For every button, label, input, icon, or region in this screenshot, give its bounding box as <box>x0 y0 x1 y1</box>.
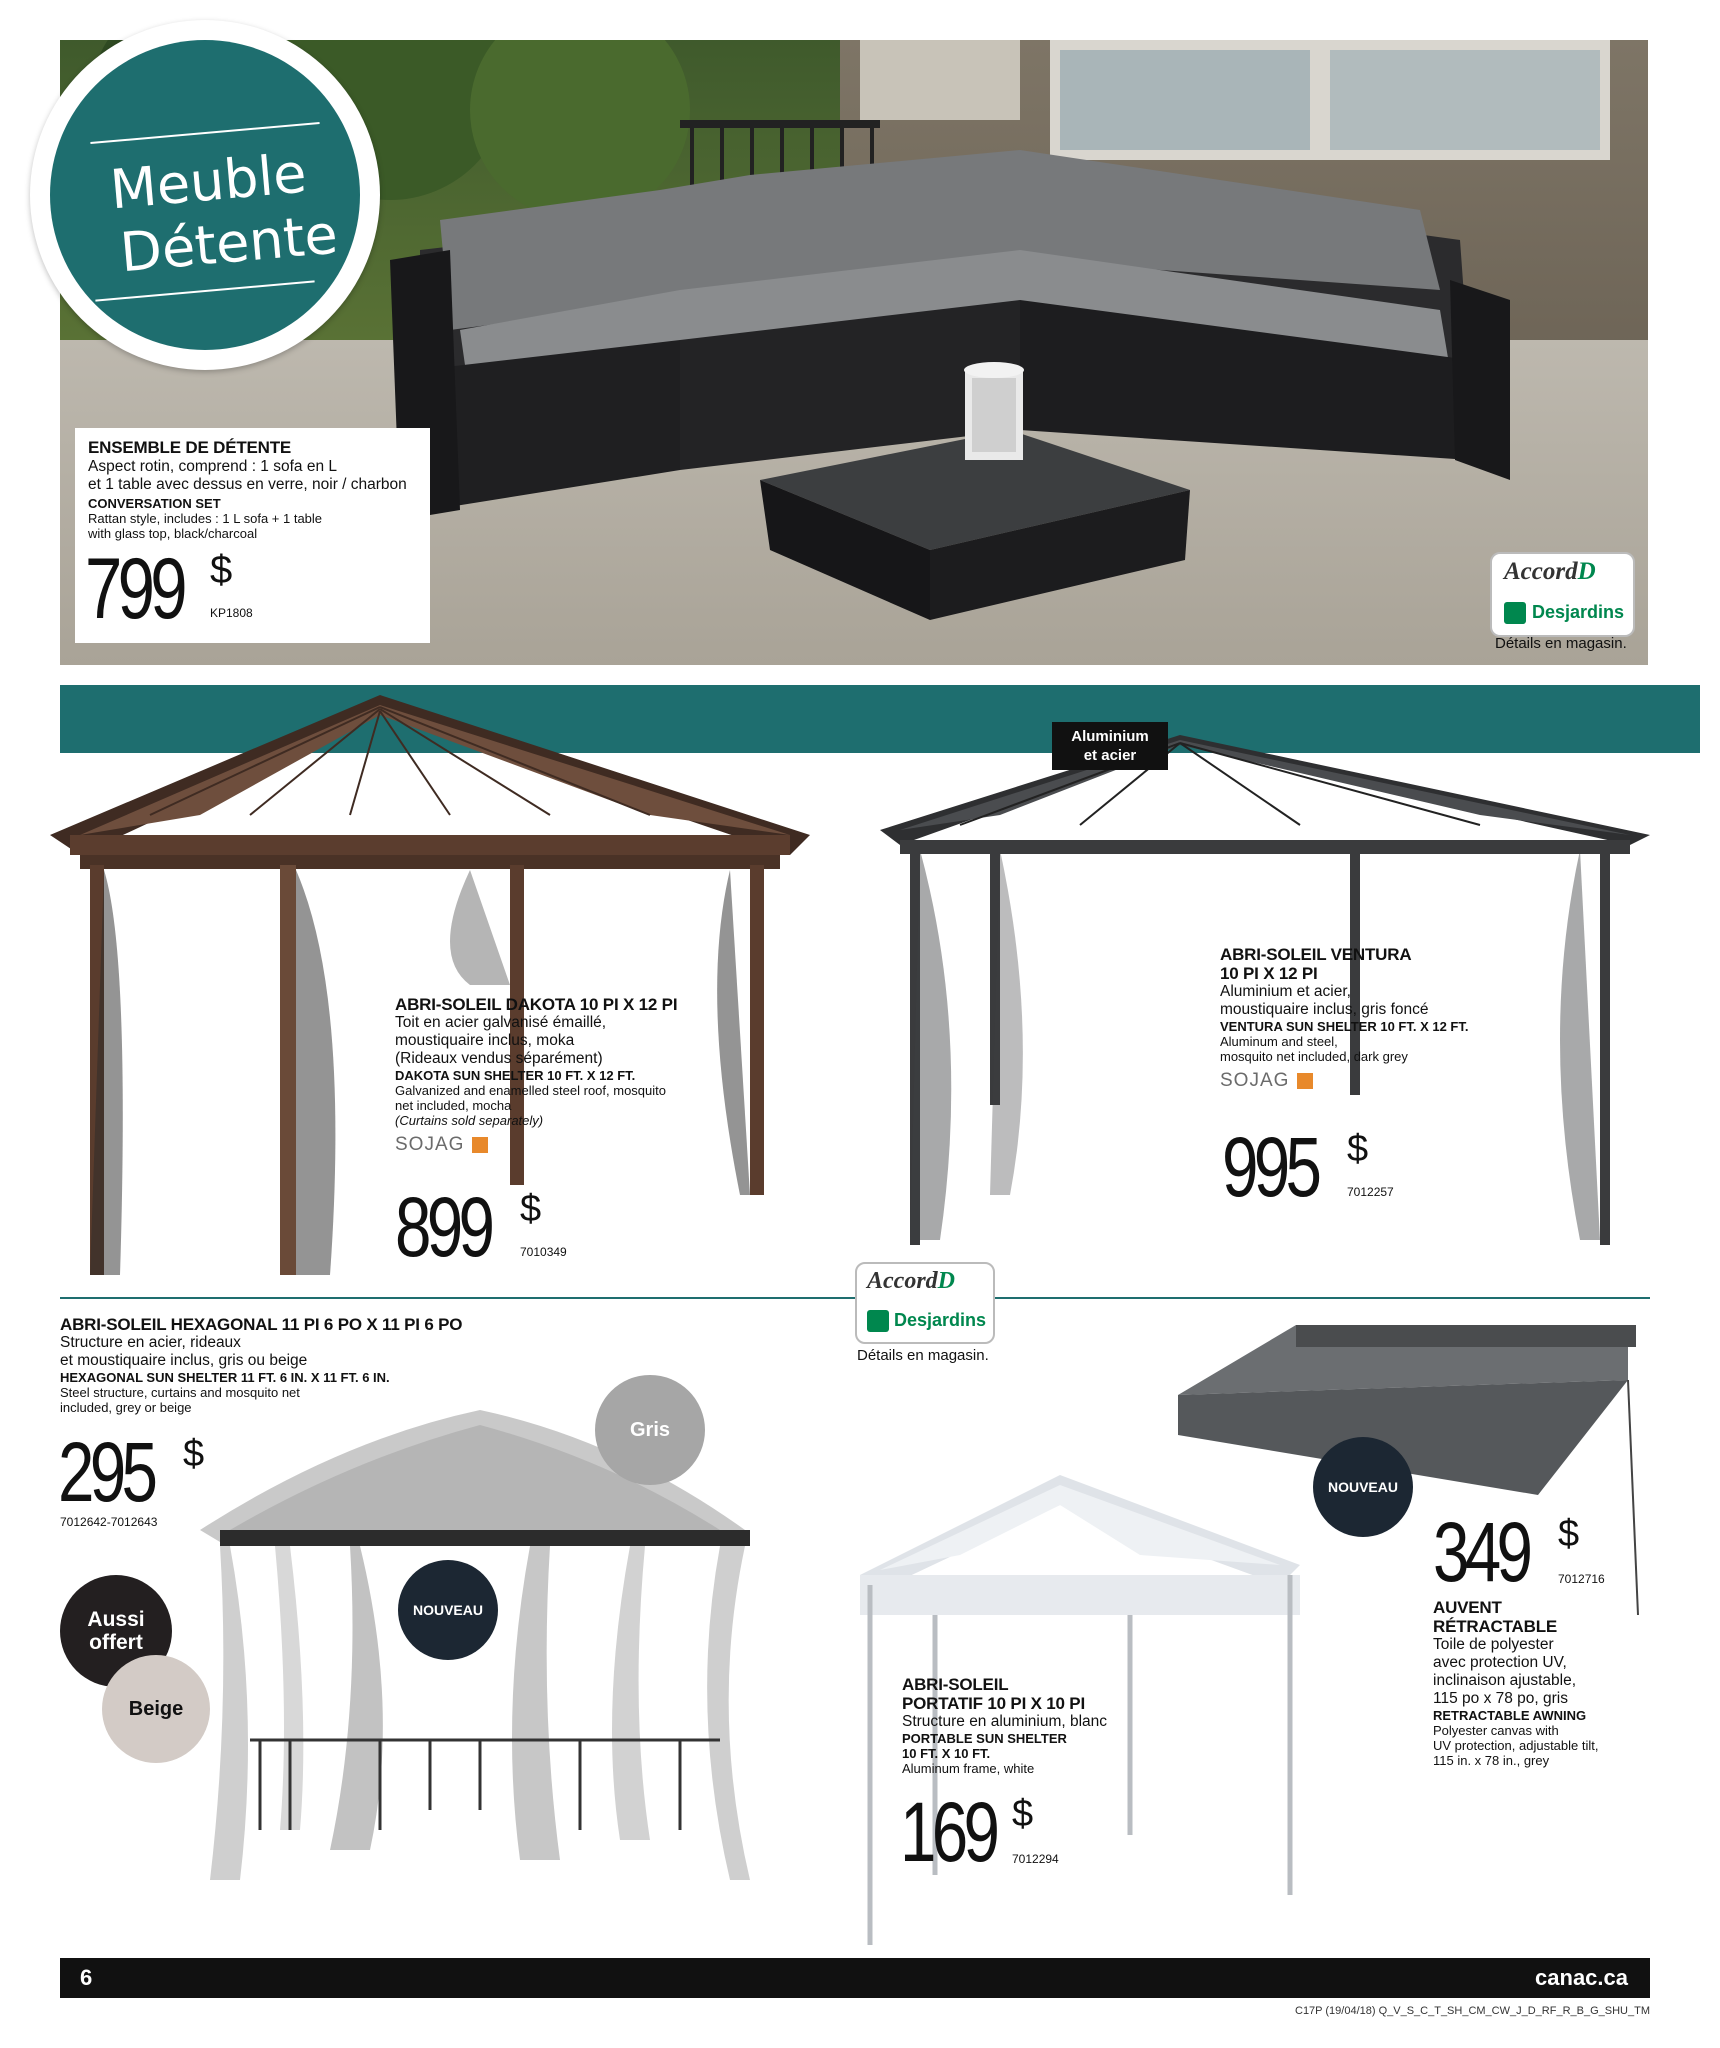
dakota-fr-line3: (Rideaux vendus séparément) <box>395 1050 603 1067</box>
website-link[interactable]: canac.ca <box>1535 1965 1628 1990</box>
hexagonal-currency: $ <box>183 1433 205 1475</box>
accord-letter: D <box>937 1268 955 1294</box>
ventura-sku: 7012257 <box>1347 1185 1394 1199</box>
auvent-sku: 7012716 <box>1558 1572 1605 1586</box>
portatif-price <box>900 1785 1022 1879</box>
accord-details-hero: Détails en magasin. <box>1495 635 1627 652</box>
hexagonal-nouveau-label: NOUVEAU <box>412 1602 483 1618</box>
dakota-en-line1: Galvanized and enamelled steel roof, mosquito <box>395 1083 666 1098</box>
auvent-nouveau-label: NOUVEAU <box>1327 1479 1398 1495</box>
hero-fr-line2: et 1 table avec dessus en verre, noir / charbon <box>88 476 407 493</box>
ventura-currency: $ <box>1347 1128 1369 1170</box>
gris-label: Gris <box>629 1418 671 1441</box>
desjardins-icon <box>867 1310 889 1332</box>
hero-info-box <box>75 428 430 643</box>
sojag-mark-icon <box>472 1137 488 1153</box>
auvent-title-line1: AUVENT <box>1433 1598 1502 1617</box>
dakota-info <box>395 995 725 1156</box>
ventura-title-line2: 10 PI X 12 PI <box>1220 964 1318 983</box>
auvent-fr-line2: avec protection UV, <box>1433 1654 1567 1671</box>
ventura-brand-logo: SOJAG <box>1220 1070 1290 1091</box>
ventura-material-tag <box>1052 722 1168 770</box>
auvent-title-line2: RÉTRACTABLE <box>1433 1617 1558 1636</box>
ventura-info <box>1220 945 1500 1092</box>
accord-word: Accord <box>1504 558 1578 585</box>
beige-label: Beige <box>128 1697 184 1720</box>
hexagonal-sku: 7012642-7012643 <box>60 1515 158 1529</box>
hexagonal-en-title: HEXAGONAL SUN SHELTER 11 FT. 6 IN. X 11 FT. 6 IN. <box>60 1370 390 1385</box>
portatif-en-line1: Aluminum frame, white <box>902 1761 1035 1776</box>
accord-word: Accord <box>867 1268 938 1294</box>
dakota-fr-line1: Toit en acier galvanisé émaillé, <box>395 1014 607 1031</box>
ventura-fr-line1: Aluminium et acier, <box>1220 983 1351 1000</box>
ventura-en-line2: mosquito net included, dark grey <box>1220 1049 1408 1064</box>
accord-details-center: Détails en magasin. <box>857 1347 989 1364</box>
auvent-en-title: RETRACTABLE AWNING <box>1433 1708 1587 1723</box>
auvent-price-value: 349 <box>1433 1505 1529 1599</box>
hero-sku: KP1808 <box>210 606 253 620</box>
portatif-price-value: 169 <box>900 1785 996 1879</box>
hero-en-line1: Rattan style, includes : 1 L sofa + 1 table <box>88 511 323 526</box>
dakota-currency: $ <box>520 1188 542 1230</box>
dakota-price-value: 899 <box>395 1180 491 1274</box>
sojag-mark-icon <box>1297 1073 1313 1089</box>
auvent-fr-line1: Toile de polyester <box>1433 1636 1554 1653</box>
dakota-title: ABRI-SOLEIL DAKOTA 10 PI X 12 PI <box>395 995 678 1014</box>
portatif-info <box>902 1675 1162 1776</box>
accord-logo-hero <box>1490 552 1635 637</box>
auvent-fr-line3: inclinaison ajustable, <box>1433 1672 1577 1689</box>
hero-fr-line1: Aspect rotin, comprend : 1 sofa en L <box>88 458 337 475</box>
dakota-en-line3: (Curtains sold separately) <box>395 1113 544 1128</box>
portatif-sku: 7012294 <box>1012 1852 1059 1866</box>
ventura-price-value: 995 <box>1222 1120 1318 1214</box>
hexagonal-title: ABRI-SOLEIL HEXAGONAL 11 PI 6 PO X 11 PI 6 PO <box>60 1315 463 1334</box>
auvent-currency: $ <box>1558 1513 1580 1555</box>
hexagonal-price-value: 295 <box>58 1425 154 1519</box>
hexagonal-image <box>200 1410 760 1890</box>
aussi-line1: Aussi <box>87 1608 145 1631</box>
auvent-nouveau-badge <box>1313 1437 1413 1537</box>
desjardins-label: Desjardins <box>894 1310 987 1330</box>
badge-line2: Détente <box>117 202 341 285</box>
aussi-line2: offert <box>89 1631 143 1654</box>
portatif-currency: $ <box>1012 1793 1034 1835</box>
color-swatch-beige <box>102 1655 210 1763</box>
dakota-en-title: DAKOTA SUN SHELTER 10 FT. X 12 FT. <box>395 1068 636 1083</box>
hero-currency: $ <box>210 548 233 592</box>
accord-letter: D <box>1577 558 1596 585</box>
ventura-en-title: VENTURA SUN SHELTER 10 FT. X 12 FT. <box>1220 1019 1469 1034</box>
auvent-en-line3: 115 in. x 78 in., grey <box>1433 1753 1550 1768</box>
hexagonal-price <box>58 1425 180 1519</box>
ventura-price <box>1222 1120 1344 1214</box>
hexagonal-nouveau-badge <box>398 1560 498 1660</box>
ventura-title-line1: ABRI-SOLEIL VENTURA <box>1220 945 1412 964</box>
dakota-fr-line2: moustiquaire inclus, moka <box>395 1032 575 1049</box>
ventura-tag-line2: et acier <box>1083 747 1137 764</box>
ventura-en-line1: Aluminum and steel, <box>1220 1034 1338 1049</box>
dakota-en-line2: net included, mocha <box>395 1098 512 1113</box>
hexagonal-fr-line2: et moustiquaire inclus, gris ou beige <box>60 1352 308 1369</box>
desjardins-icon <box>1504 602 1526 624</box>
auvent-fr-line4: 115 po x 78 po, gris <box>1433 1690 1568 1707</box>
color-swatch-gris <box>595 1375 705 1485</box>
hero-price <box>85 541 211 637</box>
ventura-tag-line1: Aluminium <box>1071 728 1149 745</box>
hexagonal-en-line1: Steel structure, curtains and mosquito net <box>60 1385 300 1400</box>
dakota-price <box>395 1180 517 1274</box>
auvent-price <box>1433 1505 1555 1599</box>
portatif-fr-line1: Structure en aluminium, blanc <box>902 1713 1108 1730</box>
dakota-brand-logo: SOJAG <box>395 1134 465 1155</box>
page-number: 6 <box>80 1965 93 1990</box>
badge-line1: Meuble <box>107 141 309 222</box>
portatif-en-title-line2: 10 FT. X 10 FT. <box>902 1746 991 1761</box>
auvent-en-line1: Polyester canvas with <box>1433 1723 1559 1738</box>
hero-price-value: 799 <box>85 541 183 637</box>
hero-en-line2: with glass top, black/charcoal <box>88 526 258 541</box>
accord-logo-center <box>855 1262 995 1344</box>
ventura-fr-line2: moustiquaire inclus, gris foncé <box>1220 1001 1429 1018</box>
auvent-en-line2: UV protection, adjustable tilt, <box>1433 1738 1599 1753</box>
portatif-en-title-line1: PORTABLE SUN SHELTER <box>902 1731 1067 1746</box>
footer-bar <box>60 1958 1650 1998</box>
auvent-info <box>1433 1598 1648 1768</box>
dakota-sku: 7010349 <box>520 1245 567 1259</box>
footer-code: C17P (19/04/18) Q_V_S_C_T_SH_CM_CW_J_D_RF_R_B_G_SHU_TM <box>1295 2005 1650 2017</box>
portatif-title-line2: PORTATIF 10 PI X 10 PI <box>902 1694 1085 1713</box>
meuble-detente-badge <box>30 20 380 370</box>
desjardins-label: Desjardins <box>1532 602 1625 622</box>
hexagonal-info <box>60 1315 580 1415</box>
hexagonal-en-line2: included, grey or beige <box>60 1400 192 1415</box>
hexagonal-fr-line1: Structure en acier, rideaux <box>60 1334 241 1351</box>
hero-title: ENSEMBLE DE DÉTENTE <box>88 438 292 457</box>
hero-en-title: CONVERSATION SET <box>88 496 221 511</box>
portatif-title-line1: ABRI-SOLEIL <box>902 1675 1009 1694</box>
